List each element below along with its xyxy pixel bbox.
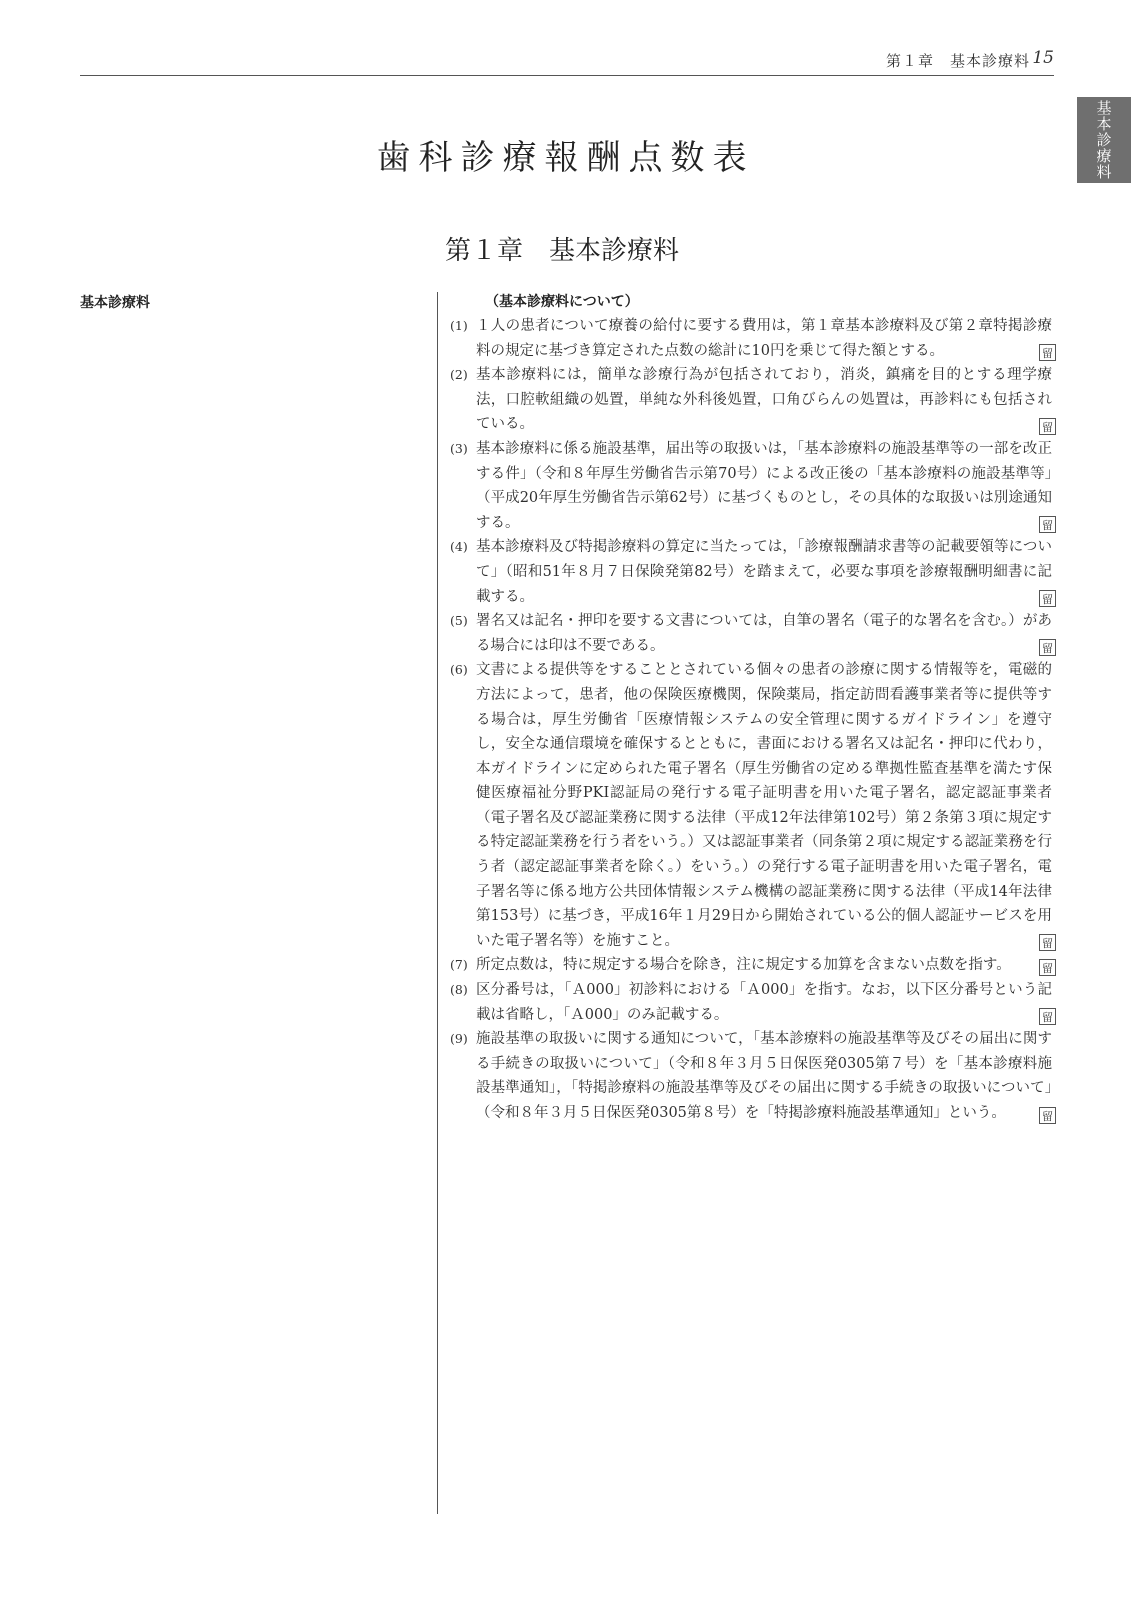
item-number: (9)	[450, 1031, 468, 1047]
side-thumb-tab: 基本診療料	[1077, 97, 1131, 183]
notice-mark-icon: 留	[1039, 590, 1056, 607]
list-item	[450, 437, 1056, 535]
notice-mark-icon: 留	[1039, 1107, 1056, 1124]
list-item	[450, 535, 1056, 609]
notice-mark-icon: 留	[1039, 516, 1056, 533]
item-text: 区分番号は，「Ａ000」初診料における「Ａ000」を指す。なお，以下区分番号という記載は省略し，「Ａ000」のみ記載する。	[476, 982, 1052, 1023]
item-text: 基本診療料には，簡単な診療行為が包括されており，消炎，鎮痛を目的とする理学療法，口腔軟組織の処置，単純な外科後処置，口角びらんの処置は，再診料にも包括されている。	[476, 367, 1052, 433]
item-text: 文書による提供等をすることとされている個々の患者の診療に関する情報等を，電磁的方法によって，患者，他の保険医療機関，保険薬局，指定訪問看護事業者等に提供等する場合は，厚生労働省「医療情報システムの安全管理に関するガイドライン」を遵守し，安全な通信環境を確保するとともに，書面における署名又は記名・押印に代わり，本ガイドラインに定められた電子署名（厚生労働省の定める準拠性監査基準を満たす保健医療福祉分野PKI認証局の発行する電子証明書を用いた電子署名，認定認証事業者（電子署名及び認証業務に関する法律（平成12年法律第102号）第２条第３項に規定する特定認証業務を行う者をいう。）又は認証事業者（同条第２項に規定する認証業務を行う者（認定認証事業者を除く。）をいう。）の発行する電子証明書を用いた電子署名，電子署名等に係る地方公共団体情報システム機構の認証業務に関する法律（平成14年法律第153号）に基づき，平成16年１月29日から開始されている公的個人認証サービスを用いた電子署名等）を施すこと。	[476, 662, 1052, 949]
item-number: (6)	[450, 662, 468, 678]
notice-mark-icon: 留	[1039, 959, 1056, 976]
item-number: (1)	[450, 318, 468, 333]
item-number: (4)	[450, 539, 468, 555]
list-item	[450, 1027, 1056, 1125]
item-text: 署名又は記名・押印を要する文書については，自筆の署名（電子的な署名を含む。）がある場合には印は不要である。	[476, 613, 1052, 654]
page-number: 15	[1032, 48, 1054, 68]
column-divider	[437, 292, 438, 1514]
list-item	[450, 314, 1056, 363]
left-column-label: 基本診療料	[80, 295, 150, 311]
item-number: (5)	[450, 613, 468, 629]
item-text: 基本診療料及び特掲診療料の算定に当たっては，「診療報酬請求書等の記載要領等について」（昭和51年８月７日保険発第82号）を踏まえて，必要な事項を診療報酬明細書に記載する。	[476, 539, 1052, 605]
running-header	[80, 48, 1054, 72]
notice-mark-icon: 留	[1039, 639, 1056, 656]
list-item	[450, 609, 1056, 658]
notice-mark-icon: 留	[1039, 418, 1056, 435]
list-item	[450, 978, 1056, 1027]
notice-mark-icon: 留	[1039, 1008, 1056, 1025]
list-item	[450, 363, 1056, 437]
item-text: 基本診療料に係る施設基準，届出等の取扱いは，「基本診療料の施設基準等の一部を改正する件」（令和８年厚生労働省告示第70号）による改正後の「基本診療料の施設基準等」（平成20年厚生労働省告示第62号）に基づくものとし，その具体的な取扱いは別途通知する。	[476, 440, 1052, 531]
item-text: １人の患者について療養の給付に要する費用は，第１章基本診療料及び第２章特掲診療料の規定に基づき算定された点数の総計に10円を乗じて得た額とする。	[476, 318, 1052, 359]
item-text: 施設基準の取扱いに関する通知について，「基本診療料の施設基準等及びその届出に関する手続きの取扱いについて」（令和８年３月５日保医発0305第７号）を「基本診療料施設基準通知」，「特掲診療料の施設基準等及びその届出に関する手続きの取扱いについて」（令和８年３月５日保医発0305第８号）を「特掲診療料施設基準通知」という。	[476, 1031, 1052, 1121]
item-number: (3)	[450, 440, 468, 456]
book-title: 歯科診療報酬点数表	[376, 138, 755, 178]
list-item	[450, 658, 1056, 953]
section-heading: （基本診療料について）	[485, 294, 639, 310]
notice-mark-icon: 留	[1039, 934, 1056, 951]
item-number: (7)	[450, 957, 468, 973]
running-header-chapter: 第１章 基本診療料	[885, 52, 1030, 70]
item-number: (2)	[450, 367, 468, 383]
list-item	[450, 953, 1056, 978]
header-rule	[80, 75, 1054, 76]
chapter-title: 第１章 基本診療料	[445, 236, 680, 266]
item-number: (8)	[450, 982, 468, 998]
main-content	[450, 290, 1056, 1126]
notice-mark-icon: 留	[1039, 344, 1056, 361]
item-text: 所定点数は，特に規定する場合を除き，注に規定する加算を含まない点数を指す。	[476, 957, 1011, 974]
